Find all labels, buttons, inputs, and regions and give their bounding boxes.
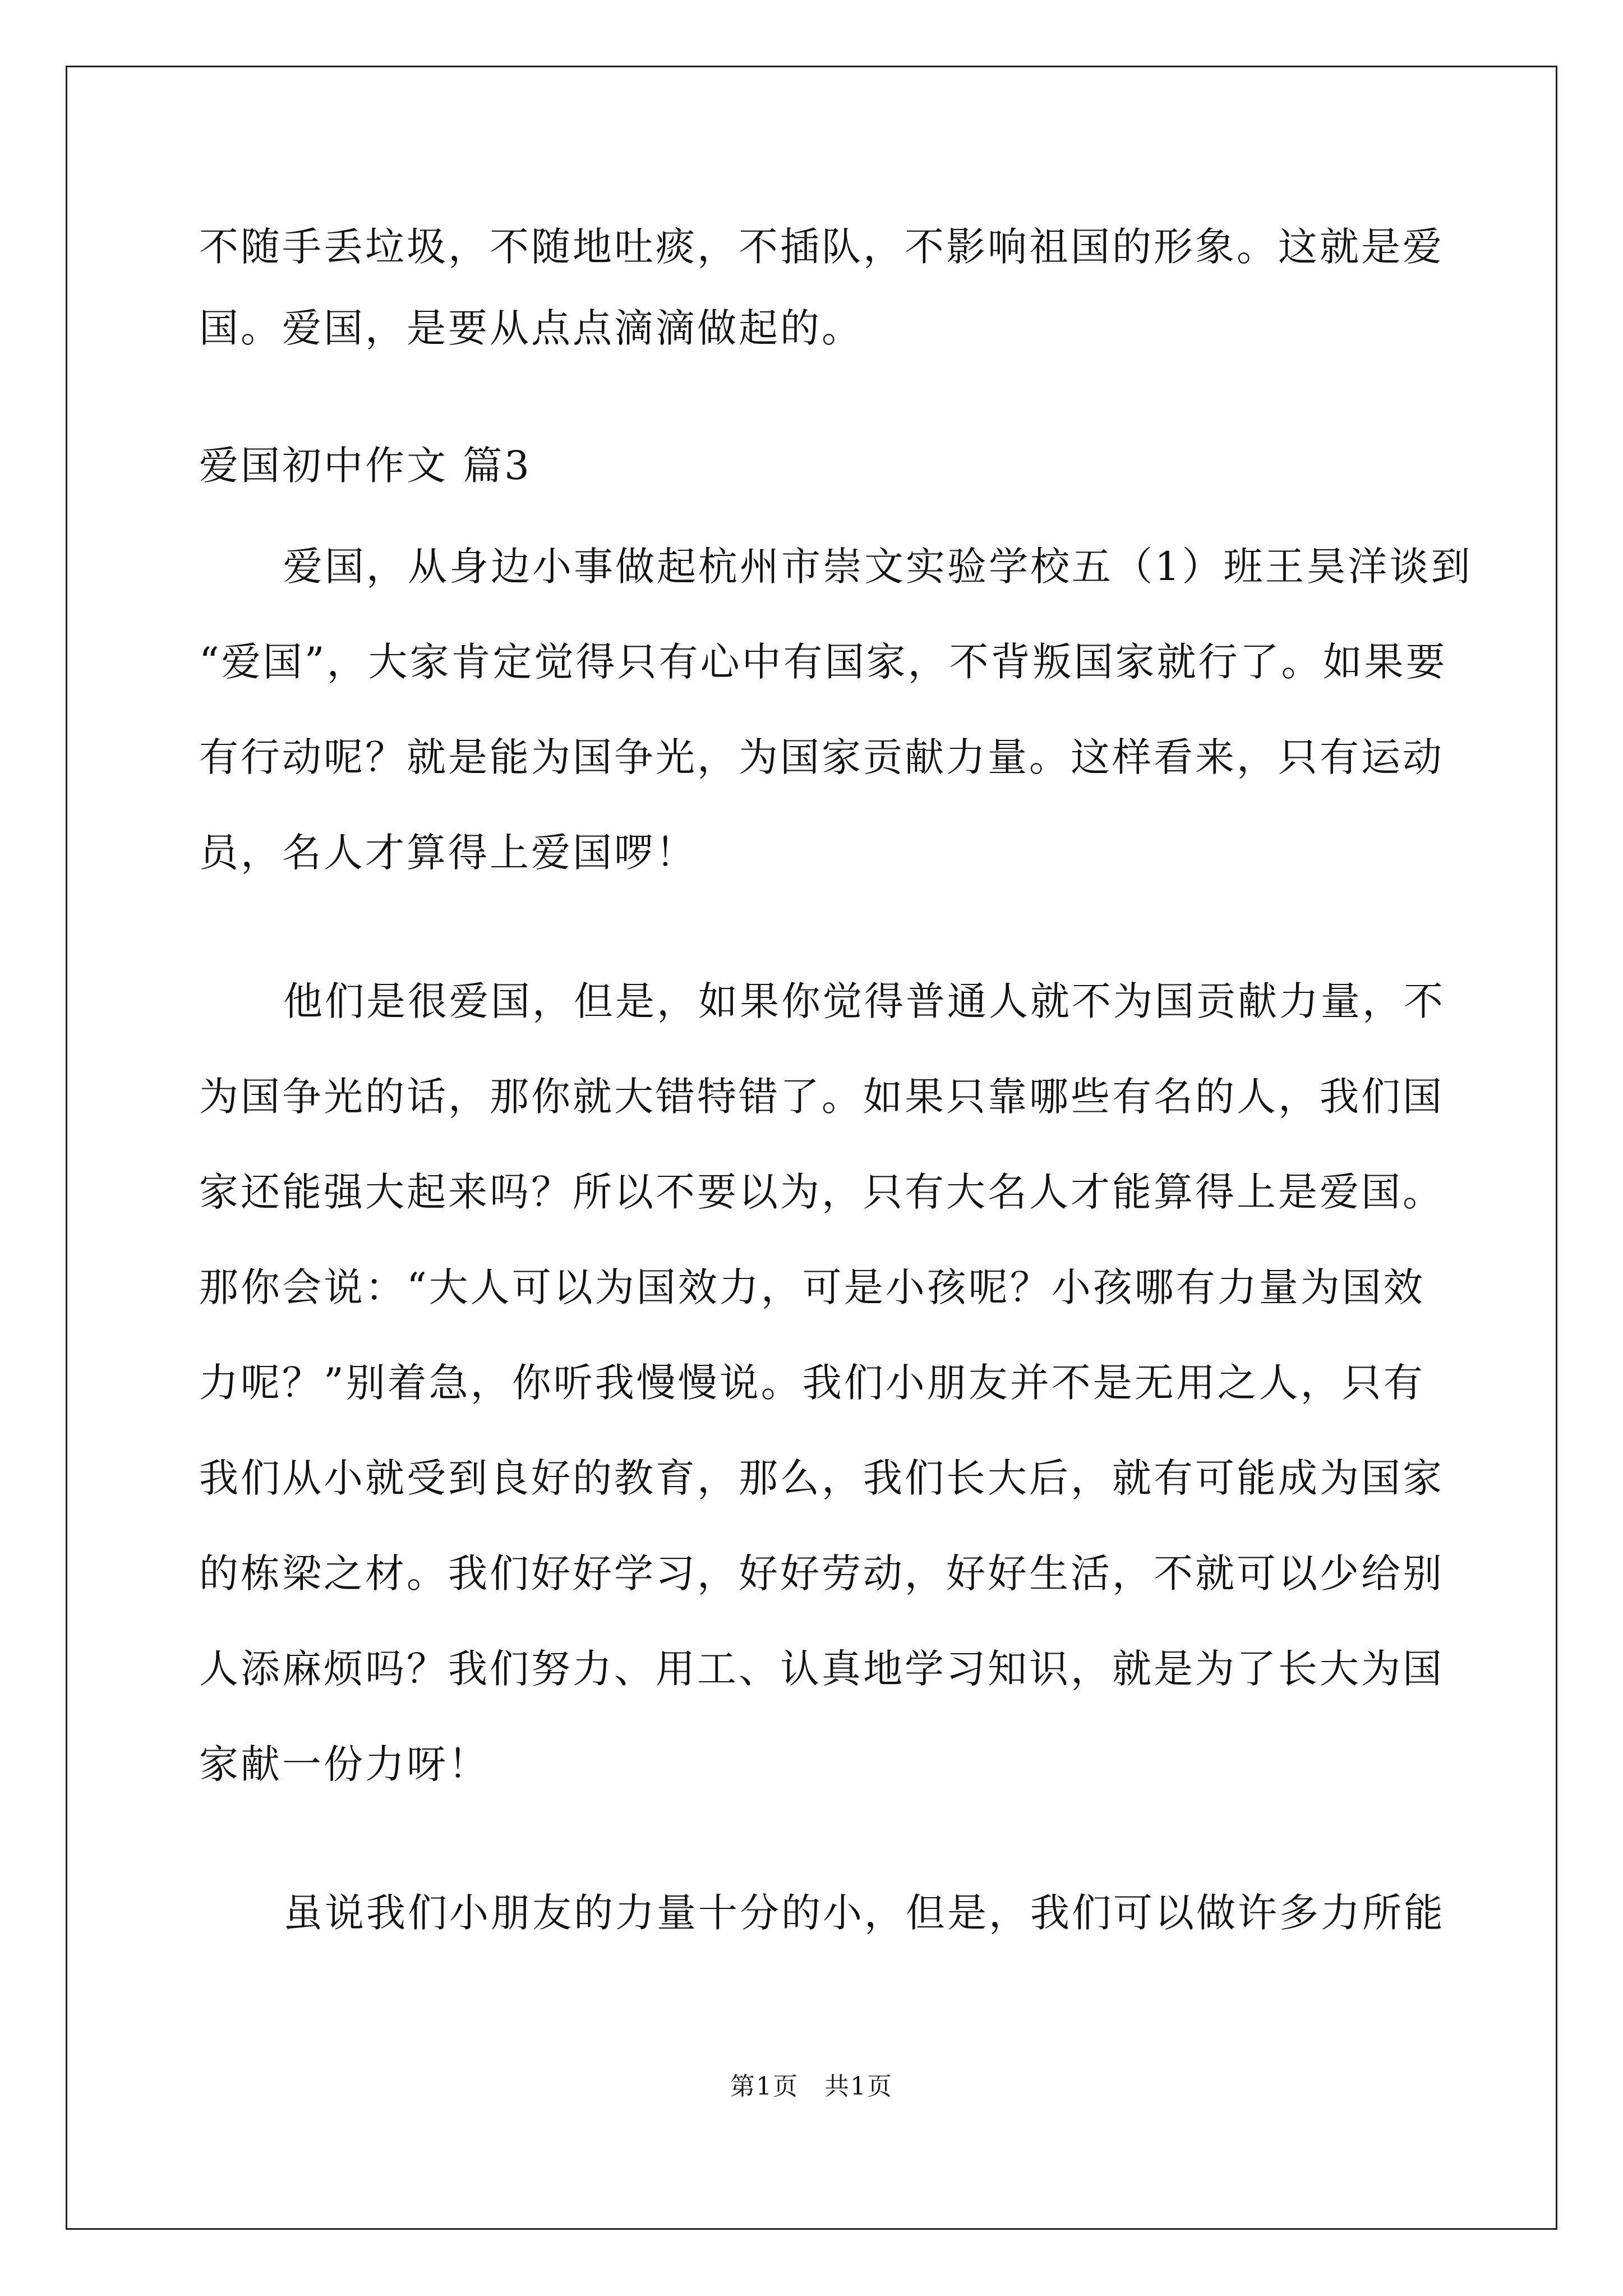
paragraph-line: 员，名人才算得上爱国啰！ [199, 830, 697, 876]
paragraph-line: 的栋梁之材。我们好好学习，好好劳动，好好生活，不就可以少给别 [199, 1550, 1444, 1596]
paragraph-line: 虽说我们小朋友的力量十分的小，但是，我们可以做许多力所能 [283, 1890, 1445, 1936]
paragraph-line: 不随手丢垃圾，不随地吐痰，不插队，不影响祖国的形象。这就是爱 [199, 224, 1444, 270]
section-heading: 爱国初中作文 篇3 [199, 443, 532, 489]
paragraph-line: 我们从小就受到良好的教育，那么，我们长大后，就有可能成为国家 [199, 1455, 1444, 1501]
paragraph-line: 家还能强大起来吗？所以不要以为，只有大名人才能算得上是爱国。 [199, 1169, 1444, 1215]
paragraph-line: 他们是很爱国，但是，如果你觉得普通人就不为国贡献力量，不 [283, 978, 1445, 1024]
paragraph-line: 有行动呢？就是能为国争光，为国家贡献力量。这样看来，只有运动 [199, 734, 1444, 780]
paragraph-line: 为国争光的话，那你就大错特错了。如果只靠哪些有名的人，我们国 [199, 1074, 1444, 1120]
paragraph-line: 爱国，从身边小事做起杭州市崇文实验学校五（1）班王昊洋谈到 [283, 544, 1473, 590]
paragraph-line: 力呢？”别着急，你听我慢慢说。我们小朋友并不是无用之人，只有 [199, 1360, 1425, 1406]
paragraph-line: 那你会说：“大人可以为国效力，可是小孩呢？小孩哪有力量为国效 [199, 1264, 1425, 1310]
page-number-footer: 第1页 共1页 [730, 2072, 893, 2101]
paragraph-line: 家献一份力呀！ [199, 1741, 490, 1787]
paragraph-line: 人添麻烦吗？我们努力、用工、认真地学习知识，就是为了长大为国 [199, 1646, 1444, 1692]
paragraph-line: 国。爱国，是要从点点滴滴做起的。 [199, 305, 863, 351]
paragraph-line: “爱国”，大家肯定觉得只有心中有国家，不背叛国家就行了。如果要 [199, 639, 1447, 685]
